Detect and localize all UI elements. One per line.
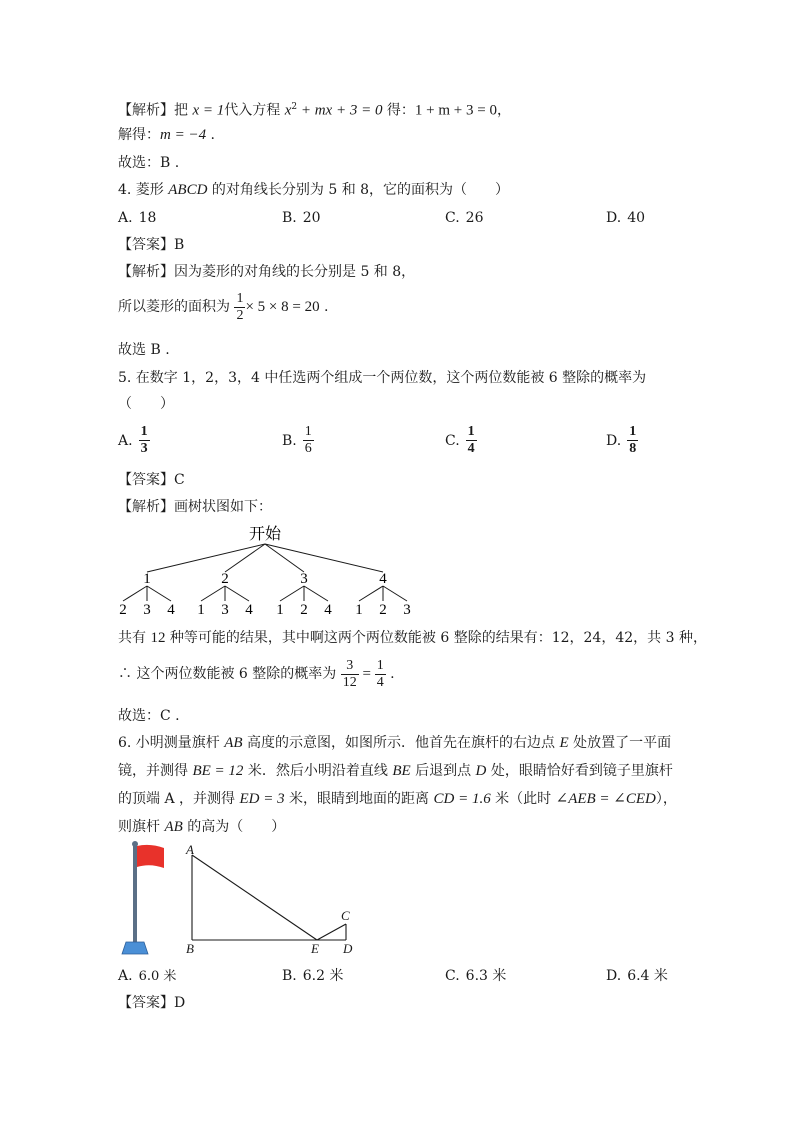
point-label-d: D [343, 941, 353, 956]
tree-leaf-4-2: 2 [379, 602, 387, 618]
q5-stem: 5. 在数字 1，2，3，4 中任选两个组成一个两位数，这个两位数能被 6 整除的概率为 [118, 370, 647, 386]
q5-analysis-line: 【解析】画树状图如下： [118, 499, 272, 515]
tree-edge-1-4 [147, 586, 171, 601]
point-label-c: C [341, 908, 350, 923]
flag-cloth [137, 845, 164, 868]
point-label-b: B [186, 941, 194, 956]
tree-edge-3-1 [280, 586, 304, 601]
tree-leaf-3-4: 4 [324, 602, 332, 618]
q4-stem: 4. 菱形 ABCD 的对角线长分别为 5 和 8，它的面积为（ ） [118, 182, 510, 198]
tree-node-4: 4 [379, 571, 387, 587]
tree-node-1: 1 [143, 571, 151, 587]
q3-solve-line: 解得：m = −4 . [118, 127, 215, 143]
tree-leaf-1-4: 4 [167, 602, 175, 618]
q5-option-a: A. $\frac{1}{3}$ [118, 424, 148, 456]
q5-option-c: C. $\frac{1}{4}$ [445, 424, 475, 456]
point-label-a: A [186, 842, 194, 857]
q4-option-b: B. 20 [282, 210, 321, 226]
q4-answer: 【答案】B [118, 237, 185, 253]
q6-stem-line-3: 的顶端 A ，并测得 ED = 3 米，眼睛到地面的距离 CD = 1.6 米（此时 ∠AEB = ∠CED）， [118, 791, 677, 807]
tree-leaf-4-1: 1 [355, 602, 363, 618]
tree-edge-2-4 [225, 586, 249, 601]
q6-stem-line-2: 镜，并测得 BE = 12 米．然后小明沿着直线 BE 后退到点 D 处，眼睛恰好看到镜子里旗杆 [118, 763, 673, 779]
q4-option-d: D. 40 [606, 210, 646, 226]
q5-option-b: B. $\frac{1}{6}$ [282, 424, 312, 456]
q5-choose-line: 故选：C . [118, 708, 180, 724]
q5-stem-paren: （ ） [118, 396, 174, 412]
q5-prob-line: ∴ 这个两位数能被 6 整除的概率为 $\frac{3}{12}$ = $\frac{1}{4}$ . [118, 657, 395, 690]
tree-edge-2-1 [201, 586, 225, 601]
tree-leaf-1-3: 3 [143, 602, 151, 618]
flag-pole [133, 844, 137, 944]
q6-option-a: A. 6.0 米 [118, 968, 177, 984]
tree-edge-root-1 [147, 544, 265, 572]
tree-node-3: 3 [300, 571, 308, 587]
flag-base [122, 942, 148, 954]
area-fraction: $\frac{1}{2}$ [236, 290, 244, 323]
tree-node-2: 2 [221, 571, 229, 587]
q5-result-line: 共有 12 种等可能的结果，其中啊这两个两位数能被 6 整除的结果有：12，24，42，共 3 种， [118, 630, 707, 646]
flag-icon [122, 841, 164, 954]
q6-stem-line-4: 则旗杆 AB 的高为（ ） [118, 819, 286, 835]
tree-diagram [110, 520, 420, 620]
segment-ec [317, 924, 346, 940]
tree-root-label: 开始 [248, 526, 282, 543]
q6-stem-line-1: 6. 小明测量旗杆 AB 高度的示意图，如图所示．他首先在旗杆的右边点 E 处放置了一平面 [118, 735, 672, 751]
tree-edge-root-4 [265, 544, 383, 572]
tree-leaf-4-3: 3 [403, 602, 411, 618]
point-label-e: E [311, 941, 319, 956]
tree-edge-root-2 [225, 544, 265, 572]
tree-edge-1-2 [123, 586, 147, 601]
q4-area-line: 所以菱形的面积为 $\frac{1}{2}$ × 5 × 8 = 20 . [118, 290, 329, 323]
tree-leaf-3-2: 2 [300, 602, 308, 618]
q6-option-d: D. 6.4 米 [606, 968, 668, 984]
tree-leaf-2-3: 3 [221, 602, 229, 618]
q4-option-a: A. 18 [118, 210, 157, 226]
tree-leaf-2-4: 4 [245, 602, 253, 618]
q3-analysis-line: 【解析】把 x = 1代入方程 $x^2$ + mx + 3 = 0 得：1 + m + 3 = 0， [118, 102, 511, 119]
tree-leaf-2-1: 1 [197, 602, 205, 618]
triangle-diagram [192, 855, 346, 940]
q4-option-c: C. 26 [445, 210, 484, 226]
q3-choose-line: 故选：B . [118, 155, 180, 171]
segment-ae [192, 855, 317, 940]
analysis-label: 【解析】 [118, 102, 174, 119]
q5-option-d: D. $\frac{1}{8}$ [606, 424, 637, 456]
tree-edge-3-4 [304, 586, 328, 601]
tree-leaf-1-2: 2 [119, 602, 127, 618]
q6-answer: 【答案】D [118, 995, 186, 1011]
q4-choose-line: 故选 B . [118, 342, 170, 358]
q5-answer: 【答案】C [118, 472, 185, 488]
q6-option-c: C. 6.3 米 [445, 968, 507, 984]
tree-leaf-3-1: 1 [276, 602, 284, 618]
tree-edge-4-1 [359, 586, 383, 601]
flagpole-figure [112, 838, 362, 960]
q6-option-b: B. 6.2 米 [282, 968, 344, 984]
q4-analysis-line: 【解析】因为菱形的对角线的长分别是 5 和 8， [118, 264, 416, 280]
tree-edge-4-3 [383, 586, 407, 601]
